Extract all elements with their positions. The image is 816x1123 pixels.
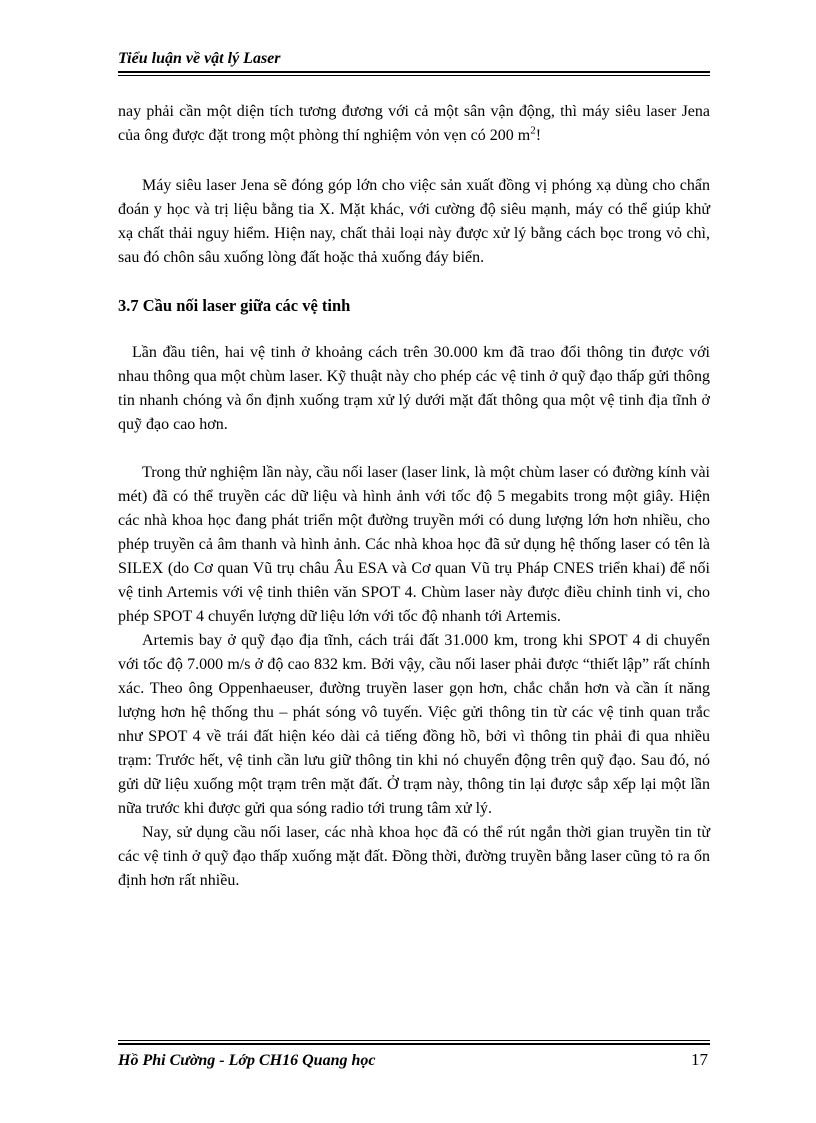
paragraph: Lần đầu tiên, hai vệ tinh ở khoảng cách trên 30.000 km đã trao đổi thông tin được với nhau thông qua một chùm laser. Kỹ thuật này cho phép các vệ tinh ở quỹ đạo thấp gửi thông tin nhanh chóng và ổn định xuống trạm xử lý dưới mặt đất thông qua một vệ tinh địa tĩnh ở quỹ đạo cao hơn. xyxy=(118,344,710,433)
paragraph: Artemis bay ở quỹ đạo địa tĩnh, cách trái đất 31.000 km, trong khi SPOT 4 di chuyển với tốc độ 7.000 m/s ở độ cao 832 km. Bởi vậy, cầu nối laser phải được “thiết lập” rất chính xác. Theo ông Oppenhaeuser, đường truyền laser gọn hơn, chắc chắn hơn và cần ít năng lượng hơn hệ thống thu – phát sóng vô tuyến. Việc gửi thông tin từ các vệ tinh quan trắc như SPOT 4 về trái đất hiện kéo dài cả tiếng đồng hồ, bởi vì thông tin phải đi qua nhiều trạm: Trước hết, vệ tinh cần lưu giữ thông tin khi nó chuyển động trên quỹ đạo. Sau đó, nó gửi dữ liệu xuống một trạm trên mặt đất. Ở trạm này, thông tin lại được sắp xếp lại một lần nữa trước khi được gửi qua sóng radio tới trung tâm xử lý. xyxy=(118,632,710,817)
page-number: 17 xyxy=(691,1050,708,1069)
header-title: Tiểu luận về vật lý Laser xyxy=(118,50,281,67)
footer-divider-thick xyxy=(118,1043,710,1045)
footer-author: Hồ Phi Cường - Lớp CH16 Quang học xyxy=(118,1052,376,1069)
paragraph: Máy siêu laser Jena sẽ đóng góp lớn cho việc sản xuất đồng vị phóng xạ dùng cho chẩn đoán y học và trị liệu bằng tia X. Mặt khác, với cường độ siêu mạnh, máy có thể giúp khử xạ chất thải nguy hiểm. Hiện nay, chất thải loại này được xử lý bằng cách bọc trong vỏ chì, sau đó chôn sâu xuống lòng đất hoặc thả xuống đáy biển. xyxy=(118,177,710,266)
paragraph: Nay, sử dụng cầu nối laser, các nhà khoa học đã có thể rút ngắn thời gian truyền tin từ các vệ tinh ở quỹ đạo thấp xuống mặt đất. Đồng thời, đường truyền bằng laser cũng tỏ ra ổn định hơn rất nhiều. xyxy=(118,824,710,889)
page-header xyxy=(118,50,710,73)
footer-divider xyxy=(118,1040,710,1041)
document-body xyxy=(118,100,710,893)
superscript: 2 xyxy=(530,124,536,137)
paragraph xyxy=(118,100,710,148)
paragraph-text-end: ! xyxy=(535,127,542,144)
paragraph-text: nay phải cần một diện tích tương đương với cả một sân vận động, thì máy siêu laser Jena của ông được đặt trong một phòng thí nghiệm vỏn vẹn có 200 m xyxy=(118,103,710,144)
section-heading: 3.7 Cầu nối laser giữa các vệ tinh xyxy=(118,296,351,315)
header-divider xyxy=(118,75,710,76)
paragraph: Trong thử nghiệm lần này, cầu nối laser (laser link, là một chùm laser có đường kính vài mét) đã có thể truyền các dữ liệu và hình ảnh với tốc độ 5 megabits trong một giây. Hiện các nhà khoa học đang phát triển một đường truyền mới có dung lượng lớn hơn nhiều, cho phép truyền cả âm thanh và hình ảnh. Các nhà khoa học đã sử dụng hệ thống laser có tên là SILEX (do Cơ quan Vũ trụ châu Âu ESA và Cơ quan Vũ trụ Pháp CNES triển khai) để nối vệ tinh Artemis với vệ tinh thiên văn SPOT 4. Chùm laser này được điều chỉnh tinh vi, cho phép SPOT 4 chuyển lượng dữ liệu lớn với tốc độ nhanh tới Artemis. xyxy=(118,464,710,625)
